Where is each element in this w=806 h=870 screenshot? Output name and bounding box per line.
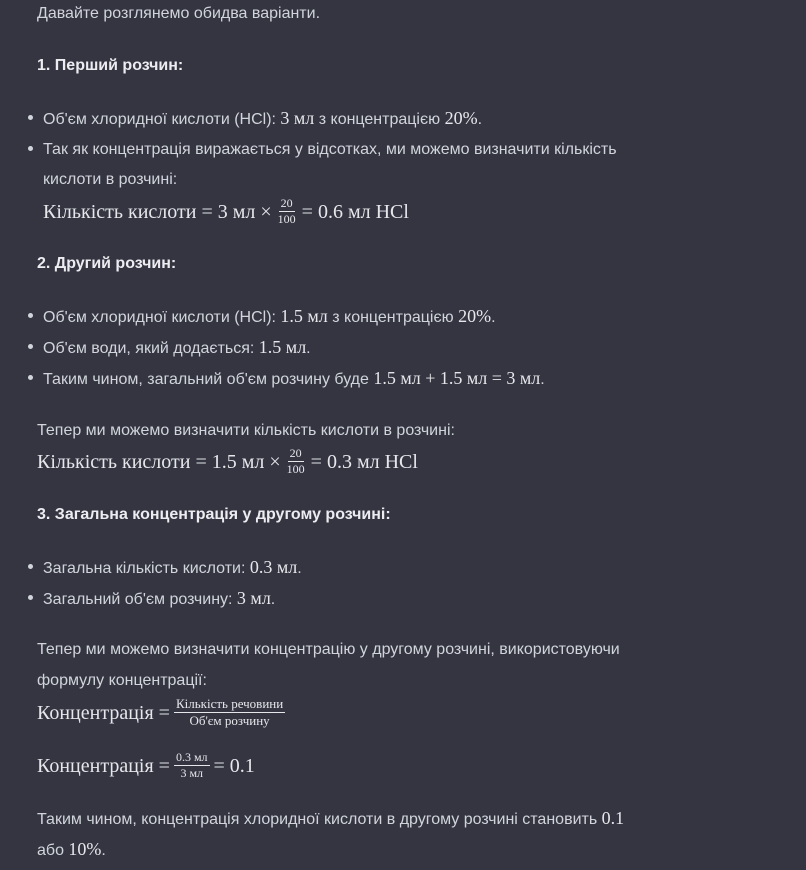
punctuation: . [306,340,311,357]
punctuation: . [297,560,302,577]
fraction-denominator: Об'єм розчину [189,713,270,728]
math-inline: 1.5 мл + 1.5 мл = 3 мл [373,368,541,388]
conclusion-line-1 [37,808,624,830]
math-inline: 1.5 мл [280,306,328,326]
conclusion-text: Таким чином, концентрація хлоридної кислоти в другому розчині становить [37,811,602,828]
formula-rhs: = 0.3 мл HCl [310,451,418,474]
fraction-numerator: Кількість речовини [175,696,284,711]
bullet-text: Об'єм хлоридної кислоти (HCl): [43,111,281,128]
bullet-text: Об'єм хлоридної кислоти (HCl): [43,309,281,326]
bullet-icon [28,564,33,569]
fraction [285,447,307,476]
section-1-formula [43,196,409,228]
bullet-text: з концентрацією [314,111,445,128]
concentration-result-formula [37,750,255,782]
bullet-icon [28,313,33,318]
section-3-heading: 3. Загальна концентрація у другому розчині: [37,506,391,523]
bullet-text: Таким чином, загальний об'єм розчину буде [43,371,374,388]
fraction-numerator: 20 [280,196,293,210]
bullet-text: з концентрацією [327,309,459,326]
bullet-icon [28,115,33,120]
section-2-formula [37,446,418,478]
section-1-bullet-1 [43,108,482,130]
fraction-denominator: 3 мл [180,766,204,780]
section-3-bullet-2 [43,588,275,610]
bullet-text: Загальний об'єм розчину: [43,591,237,608]
math-inline: 1.5 мл [258,337,307,357]
bullet-icon [28,146,33,151]
section-3-paragraph-line-2: формулу концентрації: [37,672,207,689]
punctuation: . [540,371,545,388]
punctuation: . [101,842,106,859]
intro-text: Давайте розглянемо обидва варіанти. [37,5,321,22]
bullet-text: Об'єм води, який додається: [43,340,259,357]
fraction-numerator: 20 [289,446,302,460]
formula-rhs: = 0.1 [213,755,255,778]
section-2-bullet-1 [43,306,496,328]
fraction [174,751,210,780]
math-inline: 10% [68,839,102,859]
section-2-bullet-3 [43,368,545,390]
bullet-icon [28,375,33,380]
formula-rhs: = 0.6 мл HCl [301,201,409,224]
section-3-bullet-1 [43,557,302,579]
formula-lhs: Кількість кислоти = 3 мл × [43,201,272,224]
bullet-icon [28,344,33,349]
section-1-bullet-2-line-1: Так як концентрація виражається у відсотках, ми можемо визначити кількість [43,141,617,158]
fraction [276,197,298,226]
bullet-icon [28,595,33,600]
conclusion-line-2 [37,839,106,861]
fraction-denominator: 100 [286,462,305,476]
bullet-text: Загальна кількість кислоти: [43,560,250,577]
conclusion-text: або [37,842,69,859]
math-inline: 0.1 [601,808,625,828]
punctuation: . [491,309,496,326]
formula-lhs: Концентрація = [37,755,170,778]
section-2-heading: 2. Другий розчин: [37,255,177,272]
math-inline: 0.3 мл [249,557,298,577]
concentration-formula [37,696,289,730]
section-1-bullet-2-line-2: кислоти в розчині: [43,171,178,188]
punctuation: . [477,111,483,128]
punctuation: . [270,591,276,608]
fraction-numerator: 0.3 мл [175,750,208,764]
formula-lhs: Концентрація = [37,702,170,725]
section-2-paragraph: Тепер ми можемо визначити кількість кислоти в розчині: [37,422,455,439]
fraction [174,697,285,728]
math-inline: 3 мл [236,588,271,608]
fraction-denominator: 100 [277,212,296,226]
math-inline: 20% [458,306,492,326]
section-3-paragraph-line-1: Тепер ми можемо визначити концентрацію у другому розчині, використовуючи [37,641,620,658]
section-1-heading: 1. Перший розчин: [37,57,184,74]
formula-lhs: Кількість кислоти = 1.5 мл × [37,451,281,474]
section-2-bullet-2 [43,337,311,359]
math-inline: 3 мл [280,108,315,128]
math-inline: 20% [444,108,478,128]
